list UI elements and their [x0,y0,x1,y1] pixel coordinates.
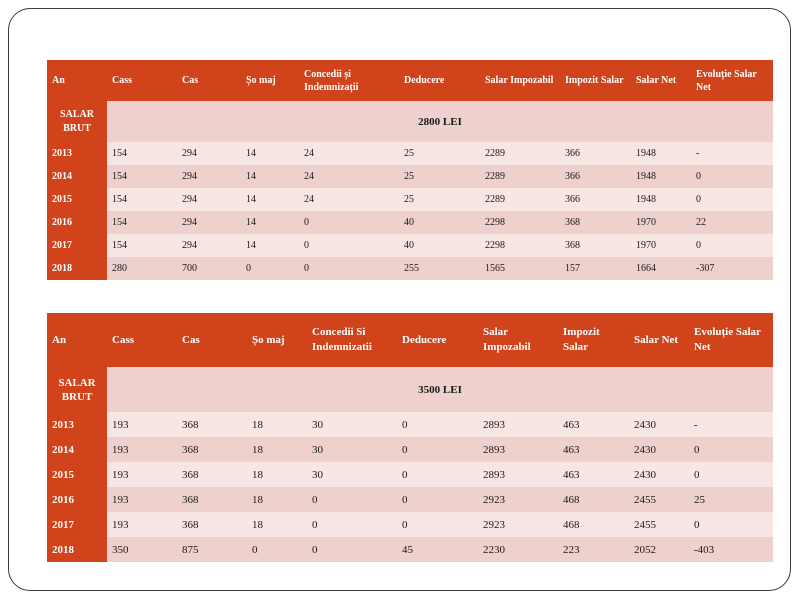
table-cell: 294 [177,211,241,234]
table-cell: 294 [177,165,241,188]
table-cell: 1948 [631,165,691,188]
table-cell: 366 [560,188,631,211]
table-cell: 0 [689,462,773,487]
table-cell: 14 [241,165,299,188]
gross-salary-row [47,367,773,412]
table-cell: 193 [107,487,177,512]
table-cell: 25 [399,188,480,211]
table-body [47,142,773,280]
table-cell: 468 [558,487,629,512]
table-cell: 0 [307,537,397,562]
table-row [47,257,773,280]
table-cell: 14 [241,234,299,257]
table-cell: 40 [399,211,480,234]
col-header-evolutie: Evoluție Salar Net [689,313,773,367]
table-cell: 2430 [629,412,689,437]
table-cell: 0 [299,257,399,280]
table-header-row [47,60,773,101]
col-header-impozit-salar: Impozit Salar [560,60,631,101]
row-year-cell: 2017 [47,234,107,257]
row-year-cell: 2017 [47,512,107,537]
table-cell: 2289 [480,165,560,188]
table-row [47,437,773,462]
table-cell: 22 [691,211,773,234]
table-cell: 14 [241,188,299,211]
table-row [47,165,773,188]
table-cell: 2230 [478,537,558,562]
row-year-cell: 2014 [47,165,107,188]
table-cell: 2923 [478,512,558,537]
table-cell: 14 [241,211,299,234]
col-header-concedii: Concedii și Indemnizații [299,60,399,101]
row-year-cell: 2014 [47,437,107,462]
table-cell: 0 [397,462,478,487]
table-cell: 25 [689,487,773,512]
table-cell: 2052 [629,537,689,562]
col-header-cass: Cass [107,313,177,367]
table-cell: 24 [299,142,399,165]
row-year-cell: 2016 [47,211,107,234]
col-header-evolutie: Evoluție Salar Net [691,60,773,101]
table-cell: 18 [247,512,307,537]
table-cell: 368 [177,412,247,437]
gross-salary-row [47,101,773,142]
col-header-concedii: Concedii Si Indemnizatii [307,313,397,367]
table-cell: 1948 [631,142,691,165]
table-cell: 463 [558,437,629,462]
row-year-cell: 2013 [47,412,107,437]
table-cell: 2289 [480,188,560,211]
table-cell: -403 [689,537,773,562]
table-cell: 0 [689,437,773,462]
table-cell: 154 [107,234,177,257]
table-cell: 368 [177,437,247,462]
col-header-deducere: Deducere [397,313,478,367]
table-cell: 25 [399,165,480,188]
table-cell: 2893 [478,437,558,462]
table-cell: 2455 [629,487,689,512]
table-cell: 0 [397,412,478,437]
table-cell: 1565 [480,257,560,280]
table-cell: 2923 [478,487,558,512]
col-header-salar-net: Salar Net [629,313,689,367]
table-cell: 255 [399,257,480,280]
col-header-deducere: Deducere [399,60,480,101]
salary-table-2800 [47,60,773,280]
table-cell: 24 [299,165,399,188]
table-cell: 463 [558,412,629,437]
table-body [47,412,773,562]
table-cell: 0 [307,512,397,537]
table-cell: 1948 [631,188,691,211]
table-cell: 18 [247,412,307,437]
table-cell: 30 [307,412,397,437]
row-year-cell: 2015 [47,462,107,487]
table-cell: 40 [399,234,480,257]
table-cell: 366 [560,165,631,188]
table-row [47,211,773,234]
table-cell: 1664 [631,257,691,280]
table-cell: 0 [691,165,773,188]
col-header-cas: Cas [177,60,241,101]
table-cell: 2289 [480,142,560,165]
table-row [47,188,773,211]
table-cell: 2298 [480,211,560,234]
col-header-somaj: Șo maj [247,313,307,367]
table-cell: 154 [107,211,177,234]
table-cell: 875 [177,537,247,562]
table-cell: 24 [299,188,399,211]
table-cell: 0 [397,487,478,512]
table-cell: 294 [177,188,241,211]
table-cell: 193 [107,462,177,487]
table-cell: 1970 [631,211,691,234]
col-header-salar-impozabil: Salar Impozabil [480,60,560,101]
table-cell: - [691,142,773,165]
table-cell: 0 [299,234,399,257]
col-header-impozit-salar: Impozit Salar [558,313,629,367]
table-cell: 2298 [480,234,560,257]
table-cell: 280 [107,257,177,280]
gross-salary-value: 2800 LEI [107,101,773,142]
table-cell: 193 [107,412,177,437]
table-cell: 366 [560,142,631,165]
table-cell: 193 [107,512,177,537]
table-cell: 0 [307,487,397,512]
row-year-cell: 2013 [47,142,107,165]
table-cell: -307 [691,257,773,280]
table-cell: 463 [558,462,629,487]
table-row [47,412,773,437]
table-cell: 368 [177,462,247,487]
table-cell: 154 [107,142,177,165]
table-cell: 0 [247,537,307,562]
table-cell: 154 [107,165,177,188]
table-cell: 0 [691,234,773,257]
table-cell: 368 [560,211,631,234]
table-cell: 294 [177,142,241,165]
table-cell: 193 [107,437,177,462]
table-cell: 350 [107,537,177,562]
salary-table-3500 [47,313,773,562]
gross-salary-value: 3500 LEI [107,367,773,412]
gross-salary-label: SALAR BRUT [47,367,107,412]
table-cell: 1970 [631,234,691,257]
col-header-somaj: Șo maj [241,60,299,101]
row-year-cell: 2016 [47,487,107,512]
gross-salary-label: SALAR BRUT [47,101,107,142]
table-cell: 294 [177,234,241,257]
col-header-year: An [47,313,107,367]
col-header-salar-net: Salar Net [631,60,691,101]
table-cell: 0 [689,512,773,537]
table-cell: 0 [299,211,399,234]
table-cell: 2430 [629,462,689,487]
row-year-cell: 2018 [47,257,107,280]
table-cell: 2893 [478,412,558,437]
table-cell: 14 [241,142,299,165]
table-cell: 157 [560,257,631,280]
table-row [47,462,773,487]
table-cell: 18 [247,462,307,487]
table-cell: 0 [241,257,299,280]
table-header-row [47,313,773,367]
table-cell: 2893 [478,462,558,487]
col-header-year: An [47,60,107,101]
table-cell: 2430 [629,437,689,462]
table-cell: 0 [397,437,478,462]
table-row [47,487,773,512]
table-cell: 0 [691,188,773,211]
table-cell: 30 [307,462,397,487]
table-cell: 45 [397,537,478,562]
row-year-cell: 2015 [47,188,107,211]
table-cell: - [689,412,773,437]
table-cell: 18 [247,437,307,462]
table-cell: 18 [247,487,307,512]
table-row [47,537,773,562]
table-row [47,234,773,257]
table-cell: 223 [558,537,629,562]
table-cell: 368 [177,512,247,537]
table-cell: 368 [177,487,247,512]
table-cell: 2455 [629,512,689,537]
table-row [47,512,773,537]
table-cell: 25 [399,142,480,165]
row-year-cell: 2018 [47,537,107,562]
table-cell: 0 [397,512,478,537]
table-cell: 700 [177,257,241,280]
table-cell: 30 [307,437,397,462]
col-header-cas: Cas [177,313,247,367]
table-cell: 468 [558,512,629,537]
col-header-cass: Cass [107,60,177,101]
col-header-salar-impozabil: Salar Impozabil [478,313,558,367]
table-cell: 154 [107,188,177,211]
table-cell: 368 [560,234,631,257]
table-row [47,142,773,165]
